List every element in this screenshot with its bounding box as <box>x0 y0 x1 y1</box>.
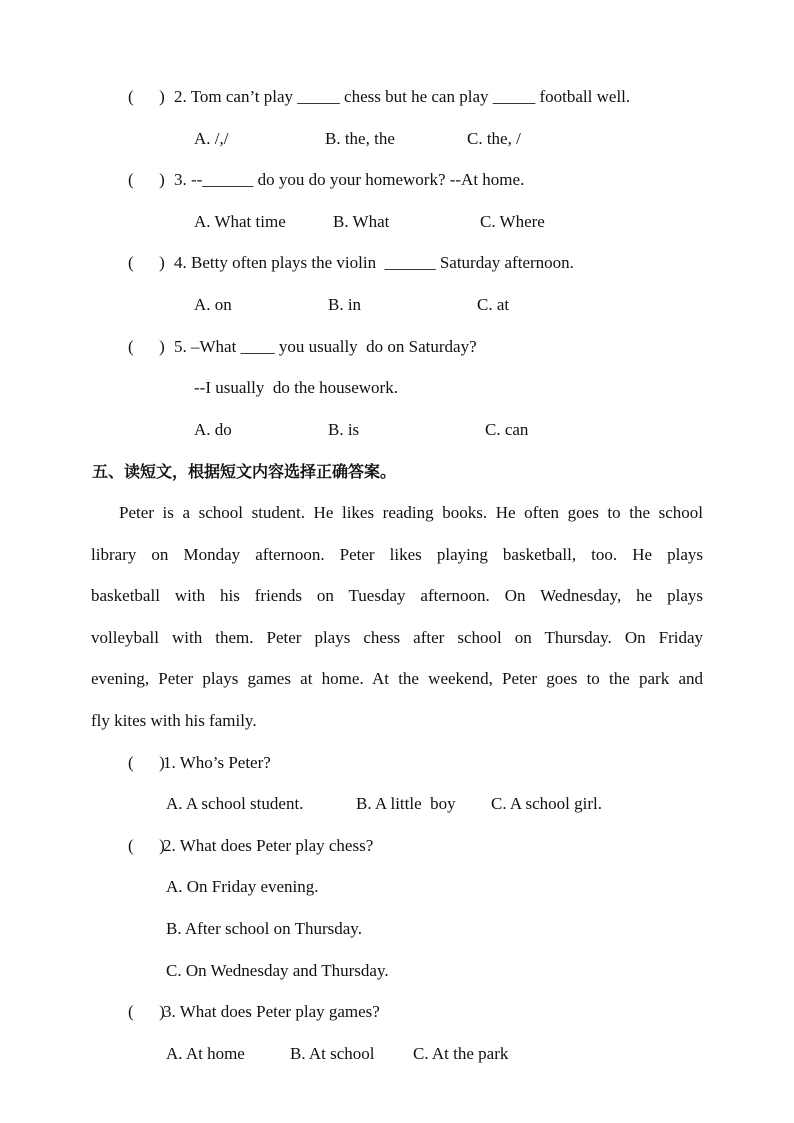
option-c[interactable]: C. the, / <box>467 129 521 148</box>
option-b[interactable]: B. At school <box>290 1044 375 1063</box>
answer-blank[interactable]: ( ) <box>128 753 165 772</box>
answer-blank[interactable]: ( ) <box>128 170 165 189</box>
answer-blank[interactable]: ( ) <box>128 253 165 272</box>
question-stem: 5. –What ____ you usually do on Saturday? <box>174 337 477 356</box>
answer-blank[interactable]: ( ) <box>128 337 165 356</box>
option-c[interactable]: C. A school girl. <box>491 794 602 813</box>
passage-line: basketball with his friends on Tuesday afternoon. On Wednesday, he plays <box>91 586 703 605</box>
option-c[interactable]: C. at <box>477 295 510 314</box>
section-heading: 五、读短文，根据短文内容选择正确答案。 <box>92 462 397 481</box>
question-stem: 4. Betty often plays the violin ______ Saturday afternoon. <box>174 253 574 272</box>
option-a[interactable]: A. on <box>194 295 232 314</box>
option-a[interactable]: A. At home <box>166 1044 245 1063</box>
passage-line: fly kites with his family. <box>91 711 257 730</box>
question-stem: 2. What does Peter play chess? <box>163 836 374 855</box>
answer-blank[interactable]: ( ) <box>128 1002 165 1021</box>
option-a[interactable]: A. On Friday evening. <box>166 877 319 896</box>
option-c[interactable]: C. can <box>485 420 529 439</box>
option-b[interactable]: B. in <box>328 295 362 314</box>
question-stem: 1. Who’s Peter? <box>163 753 271 772</box>
passage-line: volleyball with them. Peter plays chess after school on Thursday. On Friday <box>91 628 703 647</box>
question-stem: 3. What does Peter play games? <box>163 1002 380 1021</box>
option-a[interactable]: A. /,/ <box>194 129 229 148</box>
option-a[interactable]: A. do <box>194 420 232 439</box>
answer-blank[interactable]: ( ) <box>128 87 165 106</box>
option-b[interactable]: B. A little boy <box>356 794 456 813</box>
passage-line: evening, Peter plays games at home. At the weekend, Peter goes to the park and <box>91 669 703 688</box>
option-b[interactable]: B. What <box>333 212 390 231</box>
option-a[interactable]: A. What time <box>194 212 286 231</box>
answer-blank[interactable]: ( ) <box>128 836 165 855</box>
passage-line: library on Monday afternoon. Peter likes playing basketball, too. He plays <box>91 545 703 564</box>
question-stem: 2. Tom can’t play _____ chess but he can play _____ football well. <box>174 87 631 106</box>
passage-line: Peter is a school student. He likes reading books. He often goes to the school <box>119 503 703 522</box>
option-b[interactable]: B. is <box>328 420 360 439</box>
option-c[interactable]: C. Where <box>480 212 545 231</box>
option-b[interactable]: B. After school on Thursday. <box>166 919 362 938</box>
option-b[interactable]: B. the, the <box>325 129 395 148</box>
dialogue-answer-text: --I usually do the housework. <box>194 378 398 397</box>
option-a[interactable]: A. A school student. <box>166 794 304 813</box>
option-c[interactable]: C. On Wednesday and Thursday. <box>166 961 389 980</box>
option-c[interactable]: C. At the park <box>413 1044 509 1063</box>
question-stem: 3. --______ do you do your homework? --At home. <box>174 170 525 189</box>
